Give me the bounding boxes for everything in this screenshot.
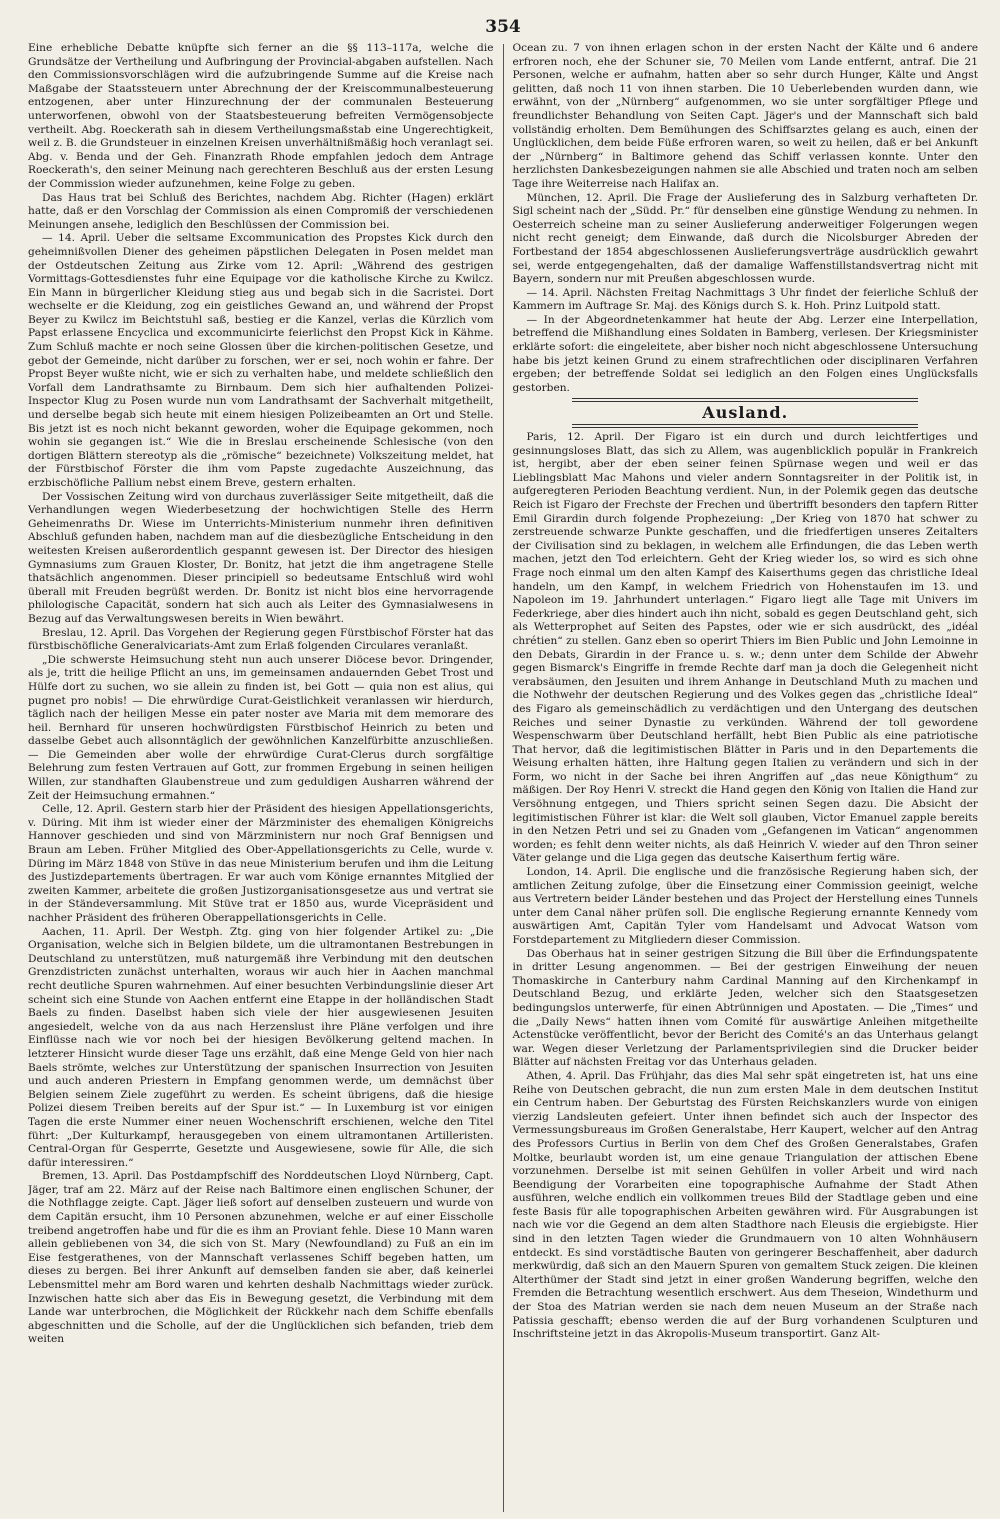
article-paragraph: — 14. April. Nächsten Freitag Nachmittags 3 Uhr findet der feierliche Schluß der Kammern im Auftrage Sr. Maj. des Königs durch S. k. Hoh. Prinz Luitpold statt.	[512, 286, 978, 313]
article-paragraph: — In der Abgeordnetenkammer hat heute der Abg. Lerzer eine Interpellation, betreffend die Mißhandlung eines Soldaten in Bamberg, verlesen. Der Kriegsminister erklärte sofort: die eingeleitete, aber bisher noch nicht abgeschlossene Untersuchung habe bis jetzt keinen Grund zu einem strafrechtlichen oder disciplinaren Verfahren ergeben; der betreffende Soldat sei lediglich an den Folgen eines Unglücksfalls gestorben.	[512, 313, 978, 394]
article-paragraph: Der Vossischen Zeitung wird von durchaus zuverlässiger Seite mitgetheilt, daß die Verhandlungen wegen Wiederbesetzung der hochwichtigen Stelle des Herrn Geheimenraths Dr. Wiese im Unterrichts-Ministerium nunmehr ihren definitiven Abschluß gefunden haben, nachdem man auf die diesbezügliche Entscheidung in den weitesten Kreisen außerordentlich gespannt gewesen ist. Der Director des hiesigen Gymnasiums zum Grauen Kloster, Dr. Bonitz, hat jetzt die ihm angetragene Stelle thatsächlich angenommen. Dieser principiell so bedeutsame Entschluß wird wohl überall mit Freuden begrüßt werden. Dr. Bonitz ist nicht blos eine hervorragende philologische Capacität, sondern hat sich auch als Leiter des Gymnasialwesens in Bezug auf das Verwaltungswesen bereits in Wien bewährt.	[28, 490, 494, 625]
article-paragraph: Bremen, 13. April. Das Postdampfschiff des Norddeutschen Lloyd Nürnberg, Capt. Jäger, traf am 22. März auf der Reise nach Baltimore einen englischen Schuner, der die Nothflagge zeigte. Capt. Jäger ließ sofort auf denselben zusteuern und wurde von dem Capitän ersucht, ihm 10 Personen abzunehmen, welche er auf einer Eisscholle treibend angetroffen habe und für die es ihm an Proviant fehle. Diese 10 Mann waren allein gebliebenen von 34, die sich von St. Mary (Newfoundland) zu Fuß an ein im Eise festgerathenes, von der Mannschaft verlassenes Schiff begeben hatten, um dieses zu bergen. Bei ihrer Ankunft auf demselben fanden sie aber, daß keinerlei Lebensmittel mehr am Bord waren und kehrten deshalb Nachmittags wieder zurück. Inzwischen hatte sich aber das Eis in Bewegung gesetzt, die Verbindung mit dem Lande war unterbrochen, die Möglichkeit der Rückkehr nach dem Schiffe ebenfalls abgeschnitten und die Scholle, auf der die Unglücklichen sich befanden, trieb dem weiten	[28, 1170, 494, 1346]
article-paragraph: — 14. April. Ueber die seltsame Excommunication des Propstes Kick durch den geheimnißvollen Diener des geheimen päpstlichen Delegaten in Posen meldet man der Ostdeutschen Zeitung aus Zirke vom 12. April: „Während des gestrigen Vormittags-Gottesdienstes fuhr eine Equipage vor die katholische Kirche zu Kwilcz. Ein Mann in bürgerlicher Kleidung stieg aus und begab sich in die Sacristei. Dort wechselte er die Kleidung, zog ein geistliches Gewand an, und während der Propst Beyer zu Kwilcz im Beichtstuhl saß, bestieg er die Kanzel, verlas die Kürzlich vom Papst erlassene Encyclica und excommunicirte feierlichst den Propst Kick in Kähme. Zum Schluß machte er noch seine Glossen über die kirchen-politischen Gesetze, und gebot der Gemeinde, nicht darüber zu forschen, wer er sei, noch wohin er fahre. Der Propst Beyer wußte nicht, wie er sich zu verhalten habe, und meldete schließlich den Vorfall dem Landrathsamte zu Birnbaum. Dem sich hier aufhaltenden Polizei-Inspector Klug zu Posen wurde nun vom Landrathsamt der Sachverhalt mitgetheilt, und derselbe begab sich heute mit einem hiesigen Polizeibeamten an Ort und Stelle. Bis jetzt ist es noch nicht bekannt geworden, woher die Equipage gekommen, noch wohin sie gegangen ist.“ Wie die in Breslau erscheinende Schlesische (von den dortigen Blättern stereotyp als die „römische“ bezeichnete) Volkszeitung meldet, hat der Fürstbischof Förster die ihm vom Papste zugedachte Auszeichnung, das erzbischöfliche Pallium nebst einem Breve, gestern erhalten.	[28, 232, 494, 489]
article-paragraph: Eine erhebliche Debatte knüpfte sich ferner an die §§ 113–117a, welche die Grundsätze der Vertheilung und Aufbringung der Provincial-abgaben aufstellen. Nach den Commissionsvorschlägen wird die aufzubringende Summe auf die Kreise nach Maßgabe der Staatssteuern unter Abrechnung der der Kreiscommunalbesteuerung entzogenen, aber unter Hinzurechnung der der communalen Besteuerung unterworfenen, obwohl von der Staatsbesteuerung befreiten Vermögensobjecte vertheilt. Abg. Roeckerath sah in diesem Vertheilungsmaßstab eine Ungerechtigkeit, weil z. B. die Grundsteuer in einzelnen Kreisen unverhältnißmäßig hoch veranlagt sei. Abg. v. Benda und der Geh. Finanzrath Rhode empfahlen jedoch dem Antrage Roeckerath's, den seiner Meinung nach gerechteren Beschluß aus der ersten Lesung der Commission wieder aufzunehmen, keine Folge zu geben.	[28, 42, 494, 190]
article-paragraph: Ocean zu. 7 von ihnen erlagen schon in der ersten Nacht der Kälte und 6 andere erfroren noch, ehe der Schuner sie, 70 Meilen vom Lande entfernt, antraf. Die 21 Personen, welche er aufnahm, hatten aber so sehr durch Hunger, Kälte und Angst gelitten, daß noch 11 von ihnen starben. Die 10 Ueberlebenden wurden dann, wie erwähnt, von der „Nürnberg“ aufgenommen, wo sie unter sorgfältiger Pflege und freundlichster Behandlung von Seiten Capt. Jäger's und der Mannschaft sich bald vollständig erholten. Dem Bemühungen des Schiffsarztes gelang es auch, einen der Unglücklichen, dem beide Füße erfroren waren, so weit zu heilen, daß er bei Ankunft der „Nürnberg“ in Baltimore gehend das Schiff verlassen konnte. Unter den herzlichsten Dankesbezeigungen nahmen sie alle Abschied und traten noch am selben Tage ihre Weiterreise nach Halifax an.	[512, 42, 978, 190]
section-divider	[572, 424, 918, 428]
article-paragraph: London, 14. April. Die englische und die französische Regierung haben sich, der amtlichen Zeitung zufolge, über die Einsetzung einer Commission geeinigt, welche aus Vertretern beider Länder bestehen und das Project der Herstellung eines Tunnels unter dem Canal näher prüfen soll. Die englische Regierung ernannte Kennedy vom auswärtigen Amt, Capitän Tyler vom Handelsamt und Advocat Watson vom Forstdepartement zu Mitgliedern dieser Commission.	[512, 866, 978, 946]
section-divider	[572, 398, 918, 402]
article-paragraph: „Die schwerste Heimsuchung steht nun auch unserer Diöcese bevor. Dringender, als je, tritt die heilige Pflicht an uns, im gemeinsamen andauernden Gebet Trost und Hülfe dort zu suchen, wo sie allein zu finden ist, bei Gott — quia non est alius, qui pugnet pro nobis! — Die ehrwürdige Curat-Geistlichkeit veranlassen wir hierdurch, täglich nach der heiligen Messe ein pater noster ave Maria mit dem memorare des heil. Bernhard für unseren hochwürdigsten Fürstbischof Heinrich zu beten und dasselbe Gebet auch allsonntäglich der gewöhnlichen Kanzelfürbitte anzuschließen. — Die Gemeinden aber wolle der ehrwürdige Curat-Clerus durch sorgfältige Belehrung zum festen Vertrauen auf Gott, zur frommen Ergebung in seinen heiligen Willen, zur standhaften Glaubenstreue und zum geduldigen Ausharren während der Zeit der Heimsuchung ermahnen.“	[28, 653, 494, 802]
article-paragraph: München, 12. April. Die Frage der Auslieferung des in Salzburg verhafteten Dr. Sigl scheint nach der „Südd. Pr.“ für denselben eine günstige Wendung zu nehmen. In Oesterreich scheine man zu seiner Auslieferung anderweitiger Folgerungen wegen nicht recht geneigt; dem Einwande, daß durch die Nicolsburger Abreden der Fortbestand der 1854 abgeschlossenen Auslieferungsverträge ausdrücklich gewahrt sei, werde entgegengehalten, daß der damalige Waffenstillstandsvertrag nicht mit Bayern, sondern nur mit Preußen abgeschlossen wurde.	[512, 191, 978, 286]
article-paragraph: Das Haus trat bei Schluß des Berichtes, nachdem Abg. Richter (Hagen) erklärt hatte, daß er den Vorschlag der Commission als einen Compromiß der verschiedenen Meinungen ansehe, lediglich den Beschlüssen der Commission bei.	[28, 191, 494, 231]
section-title: Ausland.	[702, 403, 789, 423]
article-paragraph: Celle, 12. April. Gestern starb hier der Präsident des hiesigen Appellationsgerichts, v. Düring. Mit ihm ist wieder einer der Märzminister des ehemaligen Königreichs Hannover geschieden und sind von Märzministern nur noch Graf Bennigsen und Braun am Leben. Früher Mitglied des Ober-Appellationsgerichts zu Celle, wurde v. Düring im März 1848 von Stüve in das neue Ministerium berufen und ihm die Leitung des Justizdepartements übertragen. Er war auch vom Könige ernanntes Mitglied der zweiten Kammer, arbeitete die großen Justizorganisationsgesetze aus und vertrat sie in der Ständeversammlung. Mit Stüve trat er 1850 aus, wurde Vicepräsident und nachher Präsident des früheren Oberappellationsgerichts in Celle.	[28, 803, 494, 924]
page-number: 354	[485, 17, 521, 37]
article-paragraph: Paris, 12. April. Der Figaro ist ein durch und durch leichtfertiges und gesinnungsloses Blatt, das sich zu Allem, was augenblicklich populär in Frankreich ist, hergibt, aber der eben seiner feinen Spürnase wegen und weil er das Lieblingsblatt Mac Mahons und vieler andern Sonntagsreiter in der Politik ist, in aufgeregteren Perioden Beachtung verdient. Nun, in der Polemik gegen das deutsche Reich ist Figaro der Frechste der Frechen und übertrifft besonders den tapfern Ritter Emil Girardin durch folgende Prophezeiung: „Der Krieg von 1870 hat schwer zu zerstreuende schwarze Punkte geschaffen, und die friedfertigen unseres Zeitalters der Civilisation sind zu beklagen, in welchem alle Erfindungen, die das Leben werth machen, jetzt den Tod erleichtern. Geht der Krieg wieder los, so wird es sich ohne Frage noch einmal um den alten Kampf des Kaiserthums gegen das christliche Ideal handeln, um den Kampf, in welchem Friedrich von Hohenstaufen im 13. und Napoleon im 19. Jahrhundert unterlagen.“ Figaro liegt alle Tage mit Univers im Federkriege, aber dies hindert auch ihn nicht, sobald es gegen Deutschland geht, sich als Wetterprophet auf Seiten des Papstes, oder wie er sich ausdrückt, des „idéal chrétien“ zu stellen. Ganz eben so operirt Thiers im Bien Public und John Lemoinne in den Debats, Girardin in der France u. s. w.; denn unter dem Schilde der Abwehr gegen Bismarck's Eingriffe in fremde Rechte darf man ja doch die Gelegenheit nicht verabsäumen, den Jesuiten und ihrem Anhange in Deutschland Muth zu machen und die Nothwehr der deutschen Regierung und des Volkes gegen das „christliche Ideal“ des Figaro als gemeinschädlich zu verdächtigen und den Untergang des deutschen Reiches und seiner Dynastie zu verkünden. Während der toll gewordene Wespenschwarm über Deutschland herfällt, hebt Bien Public als eine patriotische That hervor, daß die legitimistischen Blätter in Paris und in den Departements die Weisung erhalten hätten, ihre Haltung gegen Italien zu verändern und sich in der Form, wo nicht in der Sache bei ihren Angriffen auf „das neue Königthum“ zu mäßigen. Der Roy Henri V. streckt die Hand gegen den König von Italien die Hand zur Versöhnung entgegen, und Thiers spricht seinen Segen dazu. Die Absicht der legitimistischen Führer ist klar: die Welt soll glauben, Victor Emanuel zapple bereits in den Netzen Petri und sei zu Gnaden vom „Gefangenen im Vatican“ angenommen worden; es fehlt denn weiter nichts, als daß Heinrich V. wieder auf den Thron seiner Väter gelange und die Liga gegen das deutsche Kaiserthum fertig wäre.	[512, 431, 978, 865]
left-column	[28, 42, 503, 1512]
article-paragraph: Aachen, 11. April. Der Westph. Ztg. ging von hier folgender Artikel zu: „Die Organisation, welche sich in Belgien bildete, um die ultramontanen Bestrebungen in Deutschland zu unterstützen, muß naturgemäß ihre Verbindung mit den deutschen Grenzdistricten zunächst unterhalten, woraus wir auch hier in Aachen manchmal recht deutliche Spuren wahrnehmen. Auf einer besuchten Verbindungslinie dieser Art scheint sich eine Stunde von Aachen entfernt eine Etappe in der holländischen Stadt Baels zu finden. Daselbst haben sich viele der hier ausgewiesenen Jesuiten angesiedelt, welche von da aus nach Herzenslust ihre Pläne verfolgen und ihre Einflüsse nach wie vor noch bei der hiesigen Bevölkerung geltend machen. In letzterer Hinsicht wurde dieser Tage uns erzählt, daß eine Menge Geld von hier nach Baels strömte, welches zur Unterstützung der spanischen Insurrection von Jesuiten und auch anderen Priestern in Empfang genommen werde, um demnächst über Belgien seinem Ziele zugeführt zu werden. Es scheint übrigens, daß die hiesige Polizei diesem Treiben bereits auf der Spur ist.“ — In Luxemburg ist vor einigen Tagen die erste Nummer einer neuen Wochenschrift erschienen, welche den Titel führt: „Der Kulturkampf, herausgegeben von einem ultramontanen Artilleristen. Central-Organ für Gesperrte, Gesetzte und Ausgewiesene, sowie für Alle, die sich dafür interessiren.“	[28, 925, 494, 1169]
article-paragraph: Breslau, 12. April. Das Vorgehen der Regierung gegen Fürstbischof Förster hat das fürstbischöfliche Generalvicariats-Amt zum Erlaß folgenden Circulares veranlaßt.	[28, 626, 494, 653]
columns	[28, 42, 978, 1512]
right-column	[503, 42, 978, 1512]
article-paragraph: Das Oberhaus hat in seiner gestrigen Sitzung die Bill über die Erfindungspatente in dritter Lesung angenommen. — Bei der gestrigen Einweihung der neuen Thomaskirche in Canterbury nahm Cardinal Manning auf den Kirchenkampf in Deutschland Bezug, und erklärte Jeden, welcher sich den Staatsgesetzen bedingungslos unterwerfe, für einen Abtrünnigen und Apostaten. — Die „Times“ und die „Daily News“ hatten ihnen vom Comité für auswärtige Anleihen mitgetheilte Actenstücke veröffentlicht, bevor der Bericht des Comité's an das Unterhaus gelangt war. Wegen dieser Verletzung der Parlamentsprivilegien sind die Drucker beider Blätter auf nächsten Freitag vor das Unterhaus geladen.	[512, 947, 978, 1069]
article-paragraph: Athen, 4. April. Das Frühjahr, das dies Mal sehr spät eingetreten ist, hat uns eine Reihe von Deutschen gebracht, die nun zum ersten Male in dem deutschen Institut ein Centrum haben. Der Geburtstag des Fürsten Reichskanzlers wurde von einigen vierzig Landsleuten gefeiert. Unter ihnen befindet sich auch der Inspector des Vermessungsbureaus im Großen Generalstabe, Herr Kaupert, welcher auf den Antrag des Professors Curtius in Berlin von dem Chef des Großen Generalstabes, Grafen Moltke, beurlaubt worden ist, um eine genaue Triangulation der attischen Ebene vorzunehmen. Derselbe ist mit seinen Gehülfen in voller Arbeit und wird nach Beendigung der Vorarbeiten eine topographische Aufnahme der Stadt Athen ausführen, welche endlich ein vollkommen treues Bild der Stadtlage geben und eine feste Basis für alle topographischen Arbeiten gewähren wird. Für Ausgrabungen ist nach wie vor die Gegend an dem alten Stadthore nach Eleusis die ergiebigste. Hier sind in den letzten Tagen wieder die Grundmauern von 10 alten Wohnhäusern entdeckt. Es sind vorstädtische Bauten von geringerer Beschaffenheit, aber dadurch merkwürdig, daß sich an den Mauern Spuren von gemaltem Stuck zeigen. Die kleinen Alterthümer der Stadt sind jetzt in einer großen Wanderung begriffen, welche den Fremden die Betrachtung wesentlich erschwert. Aus dem Theseion, Windethurm und der Stoa des Matrian werden sie nach dem neuen Museum an der Straße nach Patissia geschafft; ebenso werden die auf der Burg vorhandenen Sculpturen und Inschriftsteine jetzt in das Akropolis-Museum transportirt. Ganz Alt-	[512, 1069, 978, 1341]
